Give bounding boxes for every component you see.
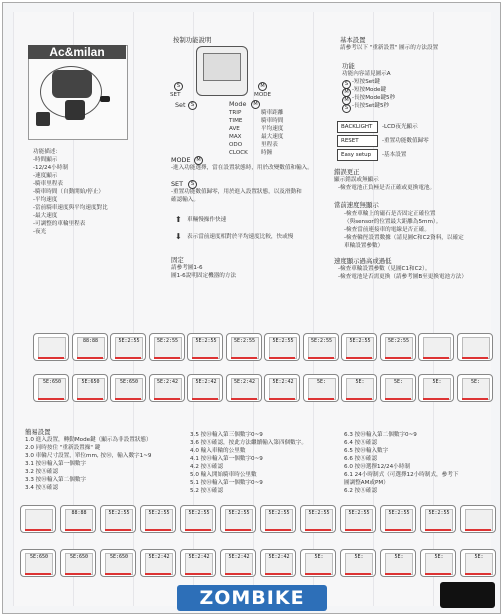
lcd-readout: 5E: — [465, 553, 493, 575]
wheel-magnet-image — [100, 96, 110, 102]
lcd-panel — [300, 549, 336, 577]
lcd-readout: 5E:2:55 — [154, 337, 182, 359]
feature-item: -騎車時間（自動開始/停止） — [33, 189, 105, 195]
lcd-indicator-bar — [185, 529, 211, 531]
feature-item: -當前騎車速度與平均速度對比 — [33, 205, 108, 211]
easy-setup-mid-line: 3.6 按Ⓢ確認，按此方法繼續輸入第四個數字。 — [190, 440, 307, 446]
lcd-panel — [33, 374, 69, 402]
lcd-readout: 5E:2:42 — [154, 378, 182, 400]
lcd-panel — [33, 333, 69, 361]
lcd-panel — [340, 505, 376, 533]
lcd-readout: 5E:2:55 — [346, 337, 374, 359]
lcd-indicator-bar — [77, 357, 103, 359]
mode-item-en: TIME — [229, 118, 243, 124]
lcd-readout — [462, 337, 490, 359]
mode-item-en: TRIP — [229, 110, 242, 116]
lcd-panel — [341, 374, 377, 402]
lcd-readout: 5E: — [345, 553, 373, 575]
computer-unit-image — [52, 70, 92, 98]
lcd-readout: 5E:2:55 — [115, 337, 143, 359]
easy-setup-mid-line: 3.5 按Ⓜ輸入第三個數字0~9 — [190, 432, 263, 438]
lcd-indicator-bar — [345, 573, 371, 575]
lcd-indicator-bar — [385, 357, 411, 359]
lcd-indicator-bar — [423, 357, 449, 359]
feature-item: -夜光 — [33, 229, 47, 235]
speed-none-line: -檢查輪徑設置數據（請見圖C和C2資料，以確定 — [344, 235, 464, 241]
fixed-line-2: 圖1-6說明固定機器的方法 — [171, 273, 237, 279]
function-key-icon: M — [342, 88, 351, 97]
mount-bracket-image — [65, 100, 85, 120]
lcd-indicator-bar — [385, 573, 411, 575]
lcd-panel — [72, 333, 108, 361]
lcd-readout: 5E:2:55 — [385, 509, 413, 531]
lcd-indicator-bar — [305, 529, 331, 531]
mode-item-zh: 平均速度 — [261, 126, 284, 132]
lcd-panel — [340, 549, 376, 577]
speed-error-line-1: -檢查車輪設置參數（見圖C1和C2）。 — [338, 266, 431, 272]
function-line: -短按Mode鍵 — [352, 87, 387, 93]
lcd-readout: 5E:2:42 — [269, 378, 297, 400]
lcd-indicator-bar — [77, 398, 103, 400]
lcd-indicator-bar — [115, 398, 141, 400]
lcd-indicator-bar — [346, 357, 372, 359]
lcd-readout: 5E: — [346, 378, 374, 400]
lcd-readout: 5E: — [462, 378, 490, 400]
lcd-indicator-bar — [145, 529, 171, 531]
reset-box-desc: -基本設置 — [382, 152, 407, 158]
lcd-readout: 5E: — [308, 378, 336, 400]
lcd-readout: 5E:2:42 — [192, 378, 220, 400]
bike-computer-screen — [203, 53, 241, 81]
lcd-indicator-bar — [385, 529, 411, 531]
set-key-label: Set — [175, 101, 186, 109]
lcd-readout: 5E:650 — [115, 378, 143, 400]
lcd-indicator-bar — [308, 398, 334, 400]
lcd-panel — [303, 333, 339, 361]
zombike-watermark: ZOMBIKE — [177, 585, 327, 611]
lcd-indicator-bar — [269, 398, 295, 400]
mode-item-zh: 騎車時間 — [261, 118, 284, 124]
easy-setup-title: 簡易設置 — [25, 428, 51, 436]
lcd-indicator-bar — [145, 573, 171, 575]
lcd-readout: 5E:650 — [105, 553, 133, 575]
basic-settings-title: 基本設置 — [340, 36, 366, 44]
easy-setup-right-line: 6.3 按Ⓜ輸入第二個數字0~9 — [344, 432, 417, 438]
lcd-indicator-bar — [154, 357, 180, 359]
lcd-readout — [25, 509, 53, 531]
lcd-panel — [264, 374, 300, 402]
lcd-indicator-bar — [425, 573, 451, 575]
function-key-icon: M — [342, 96, 351, 105]
speed-none-heading: 當前速度無顯示 — [334, 201, 379, 209]
reset-box: BACKLIGHT — [337, 121, 378, 133]
function-line: -短按Set鍵 — [352, 79, 380, 85]
lcd-panel — [303, 374, 339, 402]
lcd-readout — [465, 509, 493, 531]
speed-error-line-2: -檢查電池是否需更換（請參考圖B至更換電池方法） — [338, 274, 467, 280]
lcd-panel — [260, 505, 296, 533]
lcd-indicator-bar — [225, 573, 251, 575]
feature-item: -平均速度 — [33, 197, 58, 203]
reset-box-desc: -LCD夜光顯示 — [382, 124, 418, 130]
lcd-readout: 5E:2:42 — [185, 553, 213, 575]
lcd-readout: 5E:2:55 — [425, 509, 453, 531]
fault-line-1: 顯示錯誤或無顯示 — [334, 177, 379, 183]
lcd-indicator-bar — [465, 573, 491, 575]
lcd-indicator-bar — [231, 398, 257, 400]
easy-setup-right-line: 6.6 按Ⓢ確認 — [344, 456, 378, 462]
lcd-indicator-bar — [265, 573, 291, 575]
mode-description: -進入功能選擇，當在設置狀態時，用於改變數值和輸入。 — [171, 165, 313, 171]
lcd-readout: 5E: — [423, 378, 451, 400]
lcd-panel — [418, 374, 454, 402]
function-line: -長按Set鍵5秒 — [352, 103, 390, 109]
speed-none-line: （與sensor的位置最大距離為5mm）。 — [344, 219, 442, 225]
arrow-down-icon: ⬇ — [175, 232, 182, 241]
speed-none-line: -檢查車輪上的磁石是否固定正確位置 — [344, 211, 436, 217]
mode-item-en: MAX — [229, 134, 242, 140]
function-line: 功能內容請見圖示A — [342, 71, 391, 77]
function-key-icon: S — [342, 80, 351, 89]
lcd-indicator-bar — [225, 529, 251, 531]
controls-title: 按制功能說明 — [173, 36, 212, 44]
lcd-indicator-bar — [345, 529, 371, 531]
lcd-panel — [180, 549, 216, 577]
easy-setup-right-line: 圖調整AM或PM） — [344, 480, 389, 486]
lcd-panel — [140, 505, 176, 533]
function-line: -長按Mode鍵5秒 — [352, 95, 396, 101]
speed-none-line: -檢查當前連接車的電線是否正確。 — [344, 227, 430, 233]
lcd-panel — [260, 549, 296, 577]
lcd-indicator-bar — [269, 357, 295, 359]
easy-setup-right-line: 6.1 24小時制式（可選擇12小時制式，參考下 — [344, 472, 459, 478]
easy-setup-mid-line: 5.1 按Ⓜ輸入第一個數字0~9 — [190, 480, 263, 486]
lcd-indicator-bar — [25, 573, 51, 575]
lcd-panel — [110, 333, 146, 361]
lcd-panel — [460, 549, 496, 577]
easy-setup-right-line: 6.4 按Ⓢ確認 — [344, 440, 378, 446]
lcd-indicator-bar — [385, 398, 411, 400]
easy-setup-mid-line: 5.2 按Ⓢ確認 — [190, 488, 224, 494]
feature-item: 功能描述： — [33, 149, 61, 155]
set-description-line-2: 確認輸入。 — [171, 197, 199, 203]
lcd-readout: 5E: — [425, 553, 453, 575]
mode-item-zh: 最大速度 — [261, 134, 284, 140]
lcd-panel — [226, 374, 262, 402]
lcd-readout: 5E: — [385, 378, 413, 400]
easy-setup-left-line: 2.0 同時按住 "重新設置操" 鍵 — [25, 445, 101, 451]
lcd-panel — [226, 333, 262, 361]
lcd-panel — [60, 549, 96, 577]
fixed-line-1: 請參考圖1-6 — [171, 265, 203, 271]
lcd-indicator-bar — [105, 573, 131, 575]
basic-settings-intro: 請參考以下 "重新設置" 圖示的方法設置 — [340, 45, 439, 51]
lcd-panel — [380, 374, 416, 402]
lcd-indicator-bar — [308, 357, 334, 359]
lcd-readout: 5E:2:42 — [225, 553, 253, 575]
lcd-panel — [60, 505, 96, 533]
lcd-readout: 5E:650 — [38, 378, 66, 400]
easy-setup-left-line: 3.1 按Ⓜ輸入第一個數字 — [25, 461, 87, 467]
lcd-indicator-bar — [185, 573, 211, 575]
arrow-down-description: 表示當前速度相對於平均速度比較，快或慢 — [187, 234, 294, 240]
lcd-readout: 88:88 — [77, 337, 105, 359]
lcd-panel — [420, 549, 456, 577]
lcd-indicator-bar — [192, 398, 218, 400]
lcd-indicator-bar — [38, 357, 64, 359]
mode-item-en: CLOCK — [229, 150, 248, 156]
lcd-panel — [20, 505, 56, 533]
feature-item: -最大速度 — [33, 213, 58, 219]
lcd-panel — [341, 333, 377, 361]
feature-item: -12/24小時制 — [33, 165, 68, 171]
arrow-up-icon: ⬆ — [175, 215, 182, 224]
set-key-icon: S — [188, 101, 197, 110]
lcd-panel — [187, 374, 223, 402]
set-heading: SET — [171, 180, 183, 188]
device-set-label: SET — [170, 92, 181, 98]
set-button-icon: S — [174, 82, 183, 91]
lcd-indicator-bar — [65, 529, 91, 531]
mode-item-en: AVE — [229, 126, 240, 132]
lcd-readout: 5E:2:55 — [385, 337, 413, 359]
lcd-indicator-bar — [305, 573, 331, 575]
lcd-panel — [110, 374, 146, 402]
easy-setup-mid-line: 4.2 按Ⓢ確認 — [190, 464, 224, 470]
easy-setup-left-line: 1.0 進入設置，轉動Mode鍵（顯示為非設置狀態） — [25, 437, 152, 443]
lcd-panel — [380, 549, 416, 577]
lcd-panel — [460, 505, 496, 533]
easy-setup-left-line: 3.4 按Ⓢ確認 — [25, 485, 59, 491]
feature-item: -時間顯示 — [33, 157, 58, 163]
speed-none-line: 車輪設置參數） — [344, 243, 384, 249]
lcd-indicator-bar — [231, 357, 257, 359]
lcd-readout: 5E:2:55 — [225, 509, 253, 531]
lcd-indicator-bar — [425, 529, 451, 531]
easy-setup-left-line: 3.0 車輪尺寸設置，單位mm, 按Ⓜ，輸入數字1~9 — [25, 453, 152, 459]
lcd-indicator-bar — [115, 357, 141, 359]
mode-heading-icon: M — [194, 156, 203, 165]
set-description-line-1: -重置功能數值歸零，用於進入設置狀態，以及滑動和 — [171, 189, 302, 195]
device-mode-label: MODE — [254, 92, 272, 98]
lcd-readout: 5E: — [385, 553, 413, 575]
lcd-readout: 5E:2:42 — [145, 553, 173, 575]
lcd-panel — [180, 505, 216, 533]
lcd-readout: 5E:2:55 — [231, 337, 259, 359]
lcd-readout: 5E: — [305, 553, 333, 575]
lcd-indicator-bar — [25, 529, 51, 531]
arrow-up-description: 車輛慢操作快速 — [187, 217, 227, 223]
lcd-readout: 5E:2:55 — [145, 509, 173, 531]
lcd-readout: 5E:650 — [65, 553, 93, 575]
lcd-panel — [300, 505, 336, 533]
lcd-panel — [220, 505, 256, 533]
lcd-panel — [220, 549, 256, 577]
easy-setup-right-line: 6.5 按Ⓜ輸入數字 — [344, 448, 389, 454]
lcd-readout: 5E:2:55 — [269, 337, 297, 359]
lcd-indicator-bar — [265, 529, 291, 531]
mode-item-zh: 里程表 — [261, 142, 278, 148]
lcd-panel — [72, 374, 108, 402]
speed-error-heading: 速度顯示過高或過低 — [334, 257, 392, 265]
lcd-panel — [140, 549, 176, 577]
easy-setup-mid-line: 4.0 輸入車輪的公里數 — [190, 448, 246, 454]
easy-setup-mid-line: 5.0 輸入開始騎車時公里數 — [190, 472, 257, 478]
lcd-indicator-bar — [38, 398, 64, 400]
lcd-readout: 5E:2:55 — [185, 509, 213, 531]
lcd-readout: 5E:2:55 — [308, 337, 336, 359]
lcd-readout: 5E:2:55 — [305, 509, 333, 531]
lcd-indicator-bar — [192, 357, 218, 359]
lcd-readout: 88:88 — [65, 509, 93, 531]
brand-label: Ac&milan — [28, 45, 126, 59]
easy-setup-left-line: 3.3 按Ⓜ輸入第二個數字 — [25, 477, 87, 483]
mode-item-en: ODO — [229, 142, 243, 148]
fault-heading: 錯誤更正 — [334, 168, 360, 176]
lcd-indicator-bar — [465, 529, 491, 531]
feature-item: -騎車里程表 — [33, 181, 63, 187]
lcd-indicator-bar — [462, 357, 488, 359]
lcd-indicator-bar — [105, 529, 131, 531]
lcd-readout — [423, 337, 451, 359]
reset-box: Easy setup — [337, 149, 378, 161]
function-key-icon: S — [342, 104, 351, 113]
lcd-panel — [457, 333, 493, 361]
lcd-readout: 5E:2:42 — [265, 553, 293, 575]
mode-button-icon: M — [258, 82, 267, 91]
feature-item: -速度顯示 — [33, 173, 58, 179]
fixed-heading: 固定 — [171, 256, 184, 264]
easy-setup-right-line: 6.2 按Ⓢ確認 — [344, 488, 378, 494]
easy-setup-mid-line: 4.1 按Ⓜ輸入第一個數字0~9 — [190, 456, 263, 462]
lcd-readout: 5E:2:55 — [192, 337, 220, 359]
lcd-indicator-bar — [65, 573, 91, 575]
lcd-panel — [100, 505, 136, 533]
set-heading-icon: S — [188, 180, 197, 189]
lcd-panel — [420, 505, 456, 533]
reset-box: RESET — [337, 135, 378, 147]
functions-heading: 功能 — [342, 62, 355, 70]
lcd-indicator-bar — [423, 398, 449, 400]
speed-sensor-image — [36, 112, 50, 126]
lcd-readout: 5E:2:55 — [345, 509, 373, 531]
easy-setup-right-line: 6.0 按Ⓜ選擇12/24小時制 — [344, 464, 410, 470]
lcd-panel — [418, 333, 454, 361]
lcd-panel — [264, 333, 300, 361]
lcd-panel — [20, 549, 56, 577]
feature-item: -可調整的車輪里程表 — [33, 221, 86, 227]
lcd-readout: 5E:650 — [25, 553, 53, 575]
lcd-panel — [457, 374, 493, 402]
lcd-panel — [187, 333, 223, 361]
lcd-indicator-bar — [462, 398, 488, 400]
lcd-readout: 5E:2:55 — [265, 509, 293, 531]
lcd-readout — [38, 337, 66, 359]
mode-key-icon: M — [251, 100, 260, 109]
lcd-indicator-bar — [346, 398, 372, 400]
lcd-panel — [149, 374, 185, 402]
lcd-panel — [149, 333, 185, 361]
reset-box-desc: -重置功能數值歸零 — [382, 138, 429, 144]
lcd-panel — [380, 505, 416, 533]
lcd-readout: 5E:2:55 — [105, 509, 133, 531]
mode-heading: MODE — [171, 156, 191, 164]
lcd-indicator-bar — [154, 398, 180, 400]
mode-item-zh: 時鐘 — [261, 150, 273, 156]
device-corner-image — [440, 582, 495, 608]
easy-setup-left-line: 3.2 按Ⓢ確認 — [25, 469, 59, 475]
fault-line-2: -檢查電池正負極是否正確或更換電池。 — [338, 185, 436, 191]
lcd-panel — [380, 333, 416, 361]
lcd-panel — [100, 549, 136, 577]
lcd-readout: 5E:650 — [77, 378, 105, 400]
mode-key-label: Mode — [229, 100, 247, 108]
mode-item-zh: 騎車距離 — [261, 110, 284, 116]
lcd-readout: 5E:2:42 — [231, 378, 259, 400]
